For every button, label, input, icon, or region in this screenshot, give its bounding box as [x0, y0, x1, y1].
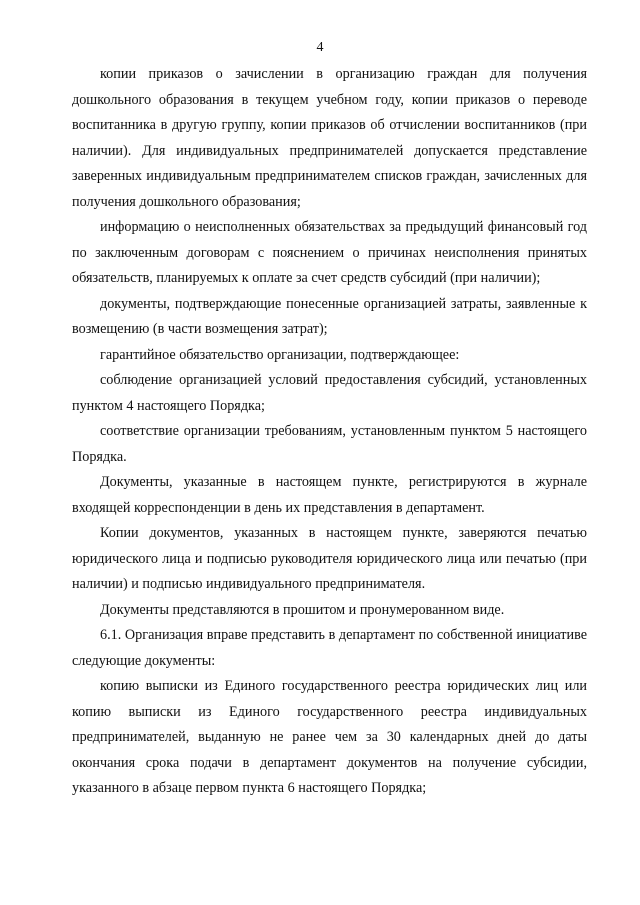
page-number: 4 [316, 40, 324, 55]
paragraph-enrollment-orders: копии приказов о зачислении в организацию граждан для получения дошкольного образования в текущем учебном году, копии приказов о переводе воспитанника в другую группу, копии приказов об отчислении воспитанников (при наличии). Для индивидуальных предпринимателей допускается представление заверенных индивидуальным предпринимателем списков граждан, зачисленных для получения дошкольного образования; [72, 66, 587, 210]
paragraph-compliance-conditions: соблюдение организацией условий предоставления субсидий, установленных пунктом 4 настоящего Порядка; [72, 372, 587, 414]
paragraph-registration: Документы, указанные в настоящем пункте, регистрируются в журнале входящей корреспонденции в день их представления в департамент. [72, 474, 587, 516]
document-body [72, 62, 587, 802]
paragraph-compliance-requirements: соответствие организации требованиям, установленным пунктом 5 настоящего Порядка. [72, 423, 587, 465]
paragraph-bound-documents: Документы представляются в прошитом и пронумерованном виде. [100, 601, 505, 618]
paragraph-section-6-1: 6.1. Организация вправе представить в департамент по собственной инициативе следующие документы: [72, 627, 587, 669]
paragraph-guarantee-obligation: гарантийное обязательство организации, подтверждающее: [100, 346, 460, 363]
paragraph-registry-extract: копию выписки из Единого государственного реестра юридических лиц или копию выписки из Единого государственного реестра индивидуальных предпринимателей, выданную не ранее чем за 30 календарных дней до даты окончания срока подачи в департамент документов на получение субсидии, указанного в абзаце первом пункта 6 настоящего Порядка; [72, 678, 587, 796]
paragraph-expense-documents: документы, подтверждающие понесенные организацией затраты, заявленные к возмещению (в части возмещения затрат); [72, 295, 587, 337]
paragraph-certified-copies: Копии документов, указанных в настоящем пункте, заверяются печатью юридического лица и подписью руководителя юридического лица или печатью (при наличии) и подписью индивидуального предпринимателя. [72, 525, 587, 592]
paragraph-unfulfilled-obligations: информацию о неисполненных обязательствах за предыдущий финансовый год по заключенным договорам с пояснением о причинах неисполнения принятых обязательств, планируемых к оплате за счет средств субсидий (при наличии); [72, 219, 587, 286]
